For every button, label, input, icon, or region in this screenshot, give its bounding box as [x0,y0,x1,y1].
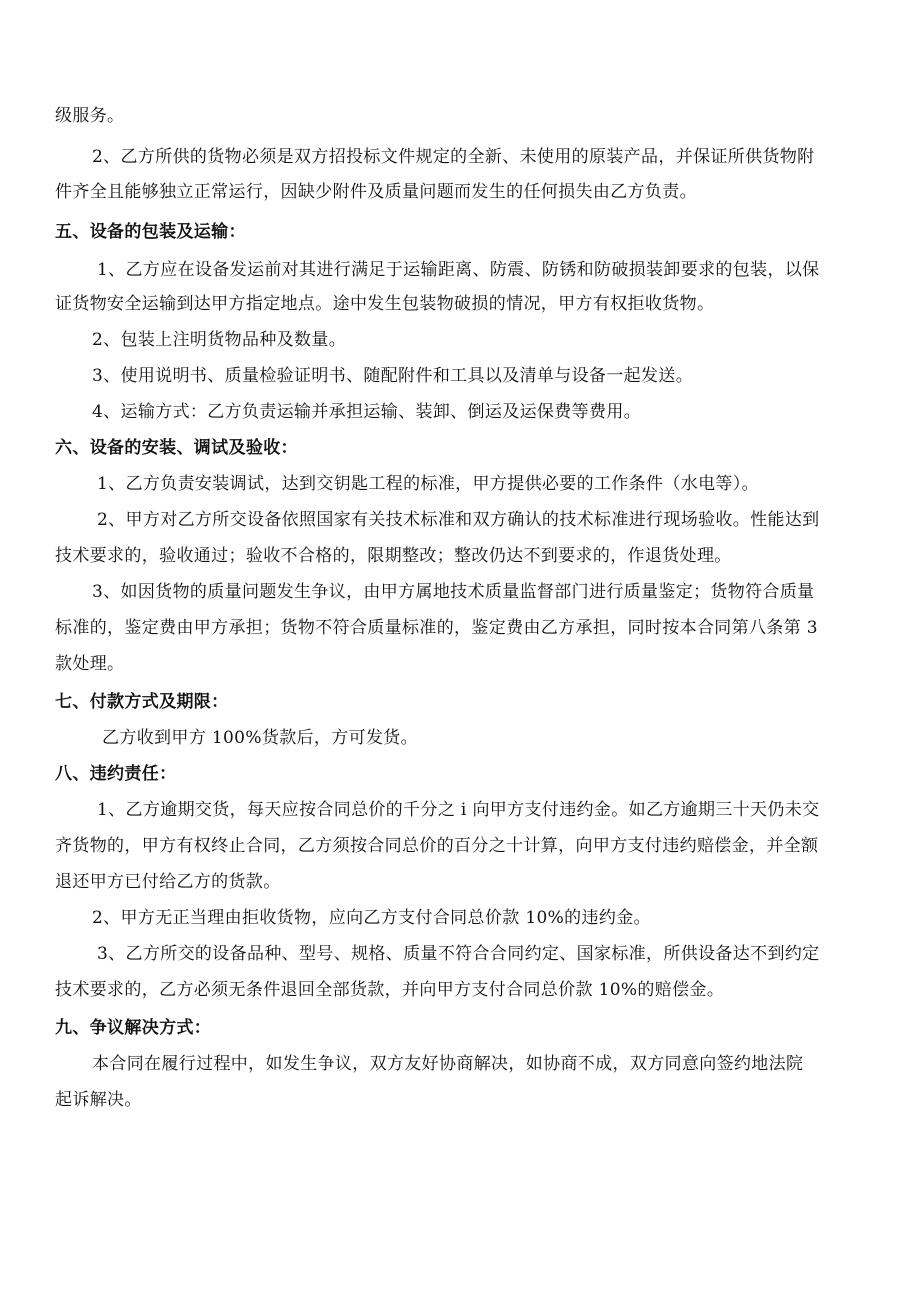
section-heading: 六、设备的安装、调试及验收： [55,438,298,458]
text-line: 4、运输方式：乙方负责运输并承担运输、装卸、倒运及运保费等费用。 [92,402,642,422]
text-line: 退还甲方已付给乙方的货款。 [55,872,281,892]
text-line: 3、如因货物的质量问题发生争议，由甲方属地技术质量监督部门进行质量鉴定；货物符合质量 [92,582,815,602]
text-line: 2、乙方所供的货物必须是双方招投标文件规定的全新、未使用的原装产品，并保证所供货物附 [92,147,815,167]
text-line: 3、乙方所交的设备品种、型号、规格、质量不符合合同约定、国家标准，所供设备达不到约定 [97,944,820,964]
section-heading: 九、争议解决方式： [55,1018,212,1038]
text-line: 乙方收到甲方 100%货款后，方可发货。 [102,728,419,748]
text-line: 1、乙方应在设备发运前对其进行满足于运输距离、防震、防锈和防破损装卸要求的包装，以保 [97,260,820,280]
text-line: 本合同在履行过程中，如发生争议，双方友好协商解决，如协商不成，双方同意向签约地法院 [92,1054,804,1074]
text-line: 1、乙方逾期交货，每天应按合同总价的千分之 i 向甲方支付违约金。如乙方逾期三十天仍未交 [97,800,820,820]
section-heading: 八、违约责任： [55,764,177,784]
text-line: 2、包装上注明货物品种及数量。 [92,330,347,350]
text-line: 齐货物的，甲方有权终止合同，乙方须按合同总价的百分之十计算，向甲方支付违约赔偿金，并全额 [55,836,819,856]
text-line: 技术要求的，乙方必须无条件退回全部货款，并向甲方支付合同总价款 10%的赔偿金。 [55,980,725,1000]
section-heading: 七、付款方式及期限： [55,692,229,712]
text-line: 件齐全且能够独立正常运行，因缺少附件及质量问题而发生的任何损失由乙方负责。 [55,182,697,202]
text-line: 级服务。 [55,106,125,126]
text-line: 2、甲方对乙方所交设备依照国家有关技术标准和双方确认的技术标准进行现场验收。性能达到 [97,510,820,530]
text-line: 1、乙方负责安装调试，达到交钥匙工程的标准，甲方提供必要的工作条件（水电等）。 [97,474,759,494]
text-line: 3、使用说明书、质量检验证明书、随配附件和工具以及清单与设备一起发送。 [92,366,694,386]
text-line: 技术要求的，验收通过；验收不合格的，限期整改；整改仍达不到要求的，作退货处理。 [55,546,732,566]
text-line: 起诉解决。 [55,1090,142,1110]
text-line: 证货物安全运输到达甲方指定地点。途中发生包装物破损的情况，甲方有权拒收货物。 [55,294,715,314]
text-line: 标准的，鉴定费由甲方承担；货物不符合质量标准的，鉴定费由乙方承担，同时按本合同第八条第 3 [55,618,818,638]
text-line: 款处理。 [55,654,125,674]
section-heading: 五、设备的包装及运输： [55,222,246,242]
text-line: 2、甲方无正当理由拒收货物，应向乙方支付合同总价款 10%的违约金。 [92,908,651,928]
